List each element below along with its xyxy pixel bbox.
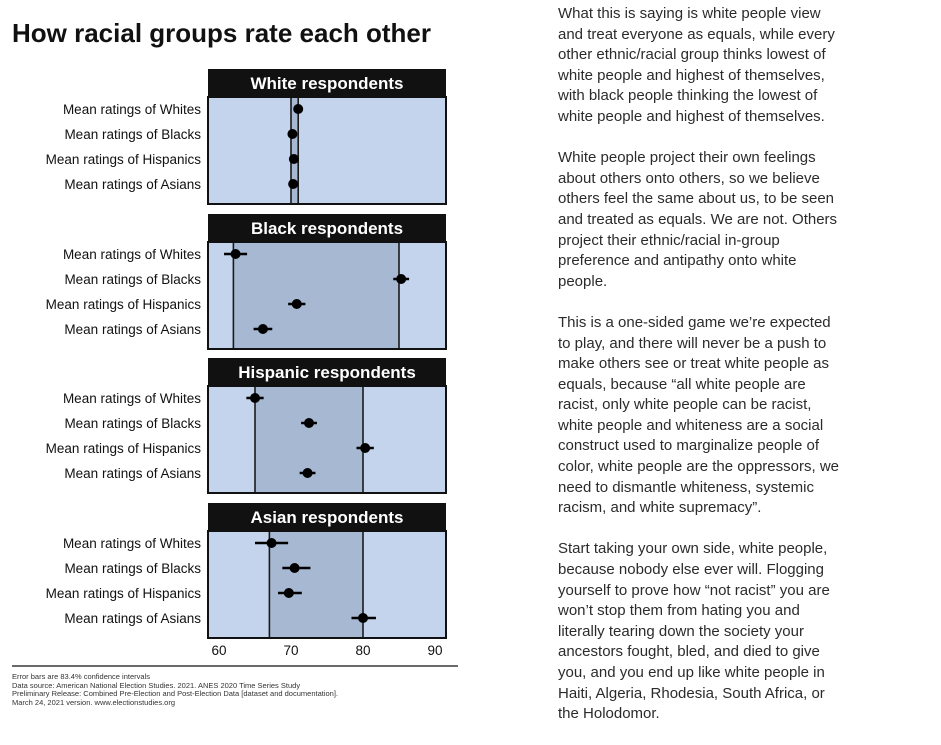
data-point (396, 274, 406, 284)
panel-header-label: Black respondents (250, 219, 404, 238)
panel-header-label: Hispanic respondents (238, 363, 416, 382)
row-label: Mean ratings of Whites (62, 536, 201, 551)
row-label: Mean ratings of Blacks (64, 127, 201, 142)
footnote-line: Data source: American National Election Studies. 2021. ANES 2020 Time Series Study (12, 680, 301, 690)
x-tick-label: 80 (355, 643, 371, 658)
data-point (303, 468, 313, 478)
data-point (258, 324, 268, 334)
data-point (231, 249, 241, 259)
row-label: Mean ratings of Blacks (64, 272, 201, 287)
x-tick-label: 70 (283, 643, 299, 658)
x-tick-label: 90 (427, 643, 443, 658)
data-point (360, 443, 370, 453)
chart-footnotes (12, 673, 462, 708)
data-point (284, 588, 294, 598)
row-label: Mean ratings of Whites (62, 391, 201, 406)
data-point (304, 418, 314, 428)
data-point (292, 299, 302, 309)
reference-band (233, 242, 399, 349)
commentary-paragraph: This is a one-sided game we’re expected to play, and there will never be a push to make others see or treat white people as equals, because “all white people are racist, only white people can be racist, white people and whiteness are a social construct used to marginalize people of color, white people are the oppressors, we need to dismantle whiteness, systemic racism, and white supremacy”. (558, 313, 839, 517)
data-point (290, 563, 300, 573)
footnote-line: March 24, 2021 version. www.electionstudies.org (12, 698, 176, 708)
row-label: Mean ratings of Asians (64, 177, 201, 192)
reference-band (269, 531, 363, 638)
data-point (289, 154, 299, 164)
row-label: Mean ratings of Blacks (64, 416, 201, 431)
row-label: Mean ratings of Hispanics (45, 152, 201, 167)
row-label: Mean ratings of Hispanics (45, 586, 201, 601)
commentary-text (558, 4, 938, 745)
footnote-line: Preliminary Release: Combined Pre-Election and Post-Election Data [dataset and documentation]. (12, 689, 339, 699)
row-label: Mean ratings of Asians (64, 466, 201, 481)
row-label: Mean ratings of Asians (64, 322, 201, 337)
commentary-paragraph: What this is saying is white people view and treat everyone as equals, while every other ethnic/racial group thinks lowest of white people and highest of themselves, with black people thinking the lowest of white people and highest of themselves. (558, 5, 835, 125)
row-label: Mean ratings of Asians (64, 611, 201, 626)
panel-background (208, 97, 446, 204)
row-label: Mean ratings of Whites (62, 102, 201, 117)
data-point (287, 129, 297, 139)
row-label: Mean ratings of Hispanics (45, 441, 201, 456)
row-label: Mean ratings of Blacks (64, 561, 201, 576)
panel-header-label: Asian respondents (250, 508, 404, 527)
data-point (358, 613, 368, 623)
data-point (293, 104, 303, 114)
data-point (250, 393, 260, 403)
x-tick-label: 60 (211, 643, 227, 658)
panel-header-label: White respondents (250, 74, 404, 93)
commentary-paragraph: Start taking your own side, white people, because nobody else ever will. Flogging yourself to prove how “not racist” you are won’t stop them from hating you and literally tearing down the society your ancestors fought, bled, and died to give you, and you end up like white people in Haiti, Algeria, Rhodesia, South Africa, or the Holodomor. (558, 540, 830, 723)
commentary-paragraph: White people project their own feelings about others onto others, so we believe others feel the same about us, to be seen and treated as equals. We are not. Others project their ethnic/racial in-group preference and antipathy onto white people. (558, 149, 838, 290)
chart-title: How racial groups rate each other (12, 18, 432, 48)
footnote-line: Error bars are 83.4% confidence intervals (12, 672, 150, 681)
chart-figure (0, 0, 470, 670)
data-point (288, 179, 298, 189)
row-label: Mean ratings of Hispanics (45, 297, 201, 312)
data-point (267, 538, 277, 548)
row-label: Mean ratings of Whites (62, 247, 201, 262)
